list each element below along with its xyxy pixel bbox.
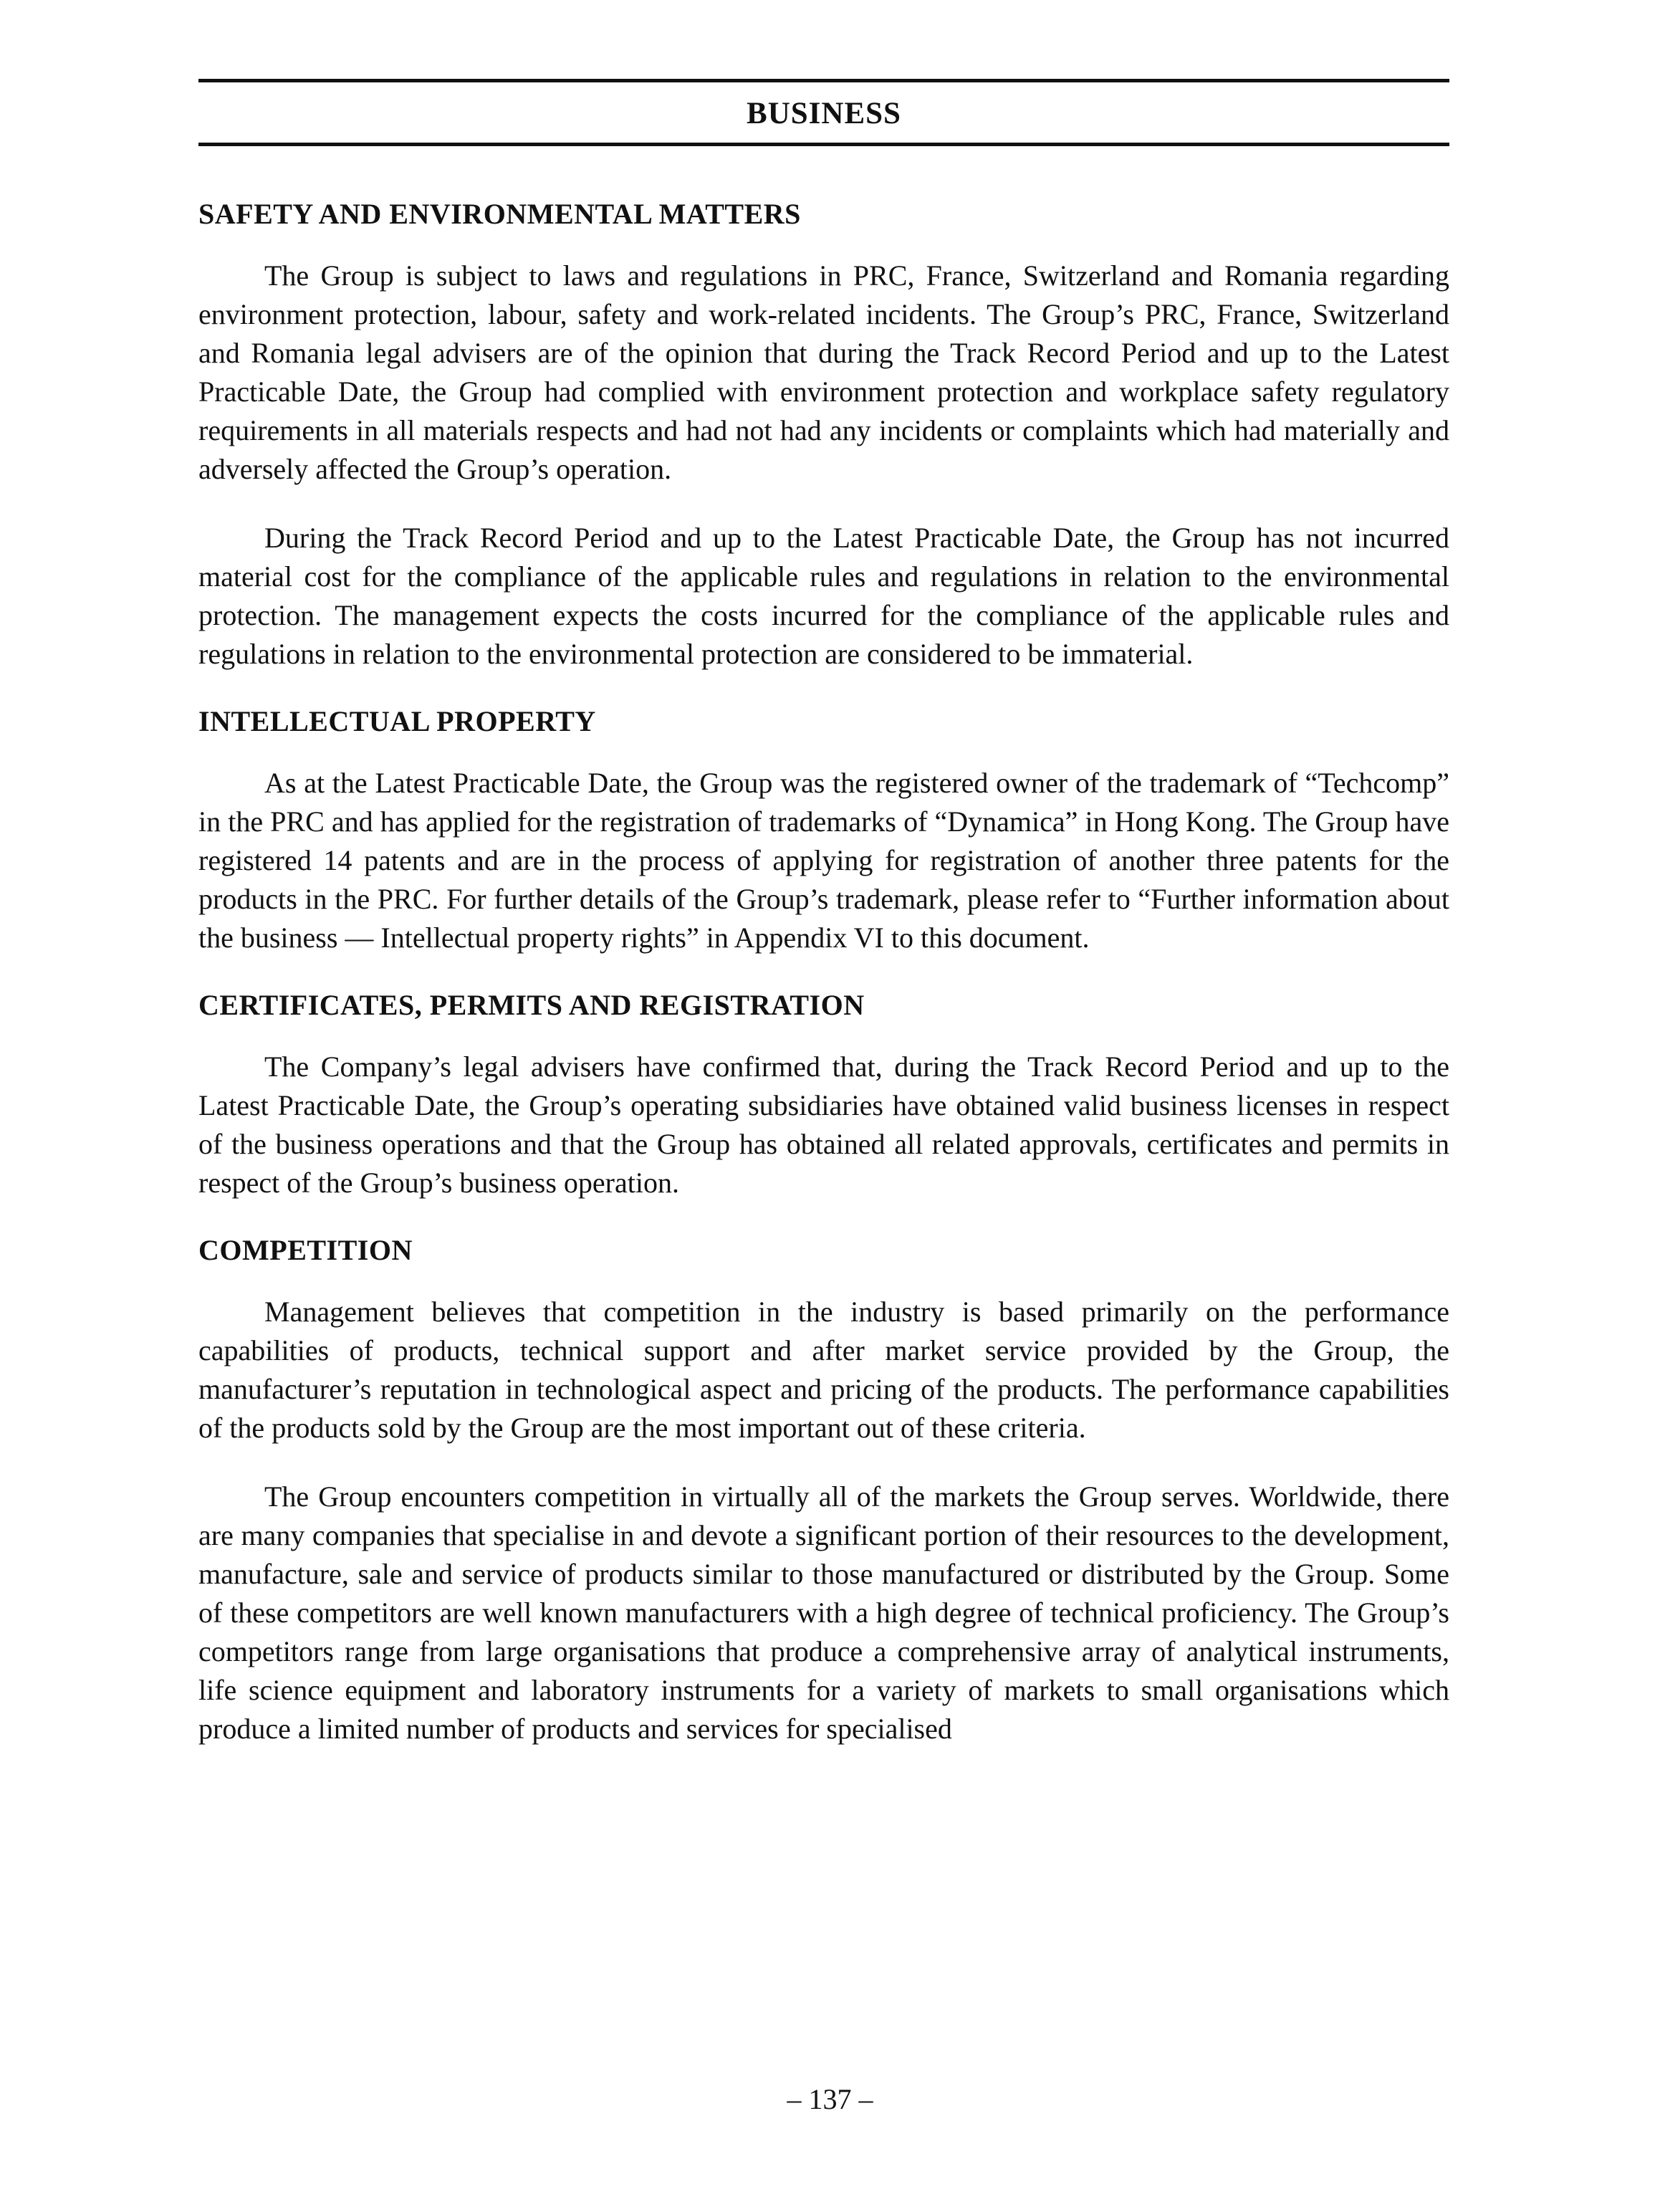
body-paragraph: The Group encounters competition in virtually all of the markets the Group serves. Worldwide, there are many companies that specialise in and devote a significant portion of their resources to the development, manufacture, sale and service of products similar to those manufactured or distributed by the Group. Some of these competitors are well known manufacturers with a high degree of technical proficiency. The Group’s competitors range from large organisations that produce a comprehensive array of analytical instruments, life science equipment and laboratory instruments for a variety of markets to small organisations which produce a limited number of products and services for specialised: [198, 1480, 1449, 1745]
body-paragraph: As at the Latest Practicable Date, the Group was the registered owner of the trademark of “Techcomp” in the PRC and has applied for the registration of trademarks of “Dynamica” in Hong Kong. The Group have registered 14 patents and are in the process of applying for registration of another three patents for the products in the PRC. For further details of the Group’s trademark, please refer to “Further information about the business — Intellectual property rights” in Appendix VI to this document.: [198, 767, 1449, 954]
document-page: [198, 79, 1449, 1778]
body-paragraph: The Group is subject to laws and regulations in PRC, France, Switzerland and Romania regarding environment protection, labour, safety and work-related incidents. The Group’s PRC, France, Switzerland and Romania legal advisers are of the opinion that during the Track Record Period and up to the Latest Practicable Date, the Group had complied with environment protection and workplace safety regulatory requirements in all materials respects and had not had any incidents or complaints which had materially and adversely affected the Group’s operation.: [198, 259, 1449, 485]
document-body: [198, 196, 1449, 1748]
body-paragraph: During the Track Record Period and up to the Latest Practicable Date, the Group has not incurred material cost for the compliance of the applicable rules and regulations in relation to the environmental protection. The management expects the costs incurred for the compliance of the applicable rules and regulations in relation to the environmental protection are considered to be immaterial.: [198, 522, 1449, 670]
section-heading: INTELLECTUAL PROPERTY: [198, 705, 596, 737]
running-header-title: BUSINESS: [747, 97, 901, 130]
header-top-rule: [198, 79, 1449, 82]
body-paragraph: Management believes that competition in the industry is based primarily on the performance capabilities of products, technical support and after market service provided by the Group, the manufacturer’s reputation in technological aspect and pricing of the products. The performance capabilities of the products sold by the Group are the most important out of these criteria.: [198, 1296, 1449, 1444]
header-bottom-rule: [198, 143, 1449, 146]
section-heading: COMPETITION: [198, 1234, 413, 1266]
section-certificates-permits: [198, 987, 1449, 1202]
section-intellectual-property: [198, 704, 1449, 957]
body-paragraph: The Company’s legal advisers have confirmed that, during the Track Record Period and up to the Latest Practicable Date, the Group’s operating subsidiaries have obtained valid business licenses in respect of the business operations and that the Group has obtained all related approvals, certificates and permits in respect of the Group’s business operation.: [198, 1050, 1449, 1199]
section-heading: CERTIFICATES, PERMITS AND REGISTRATION: [198, 989, 865, 1021]
section-heading: SAFETY AND ENVIRONMENTAL MATTERS: [198, 198, 801, 230]
page-number: – 137 –: [787, 2083, 873, 2115]
section-safety-environmental: [198, 196, 1449, 674]
section-competition: [198, 1232, 1449, 1748]
